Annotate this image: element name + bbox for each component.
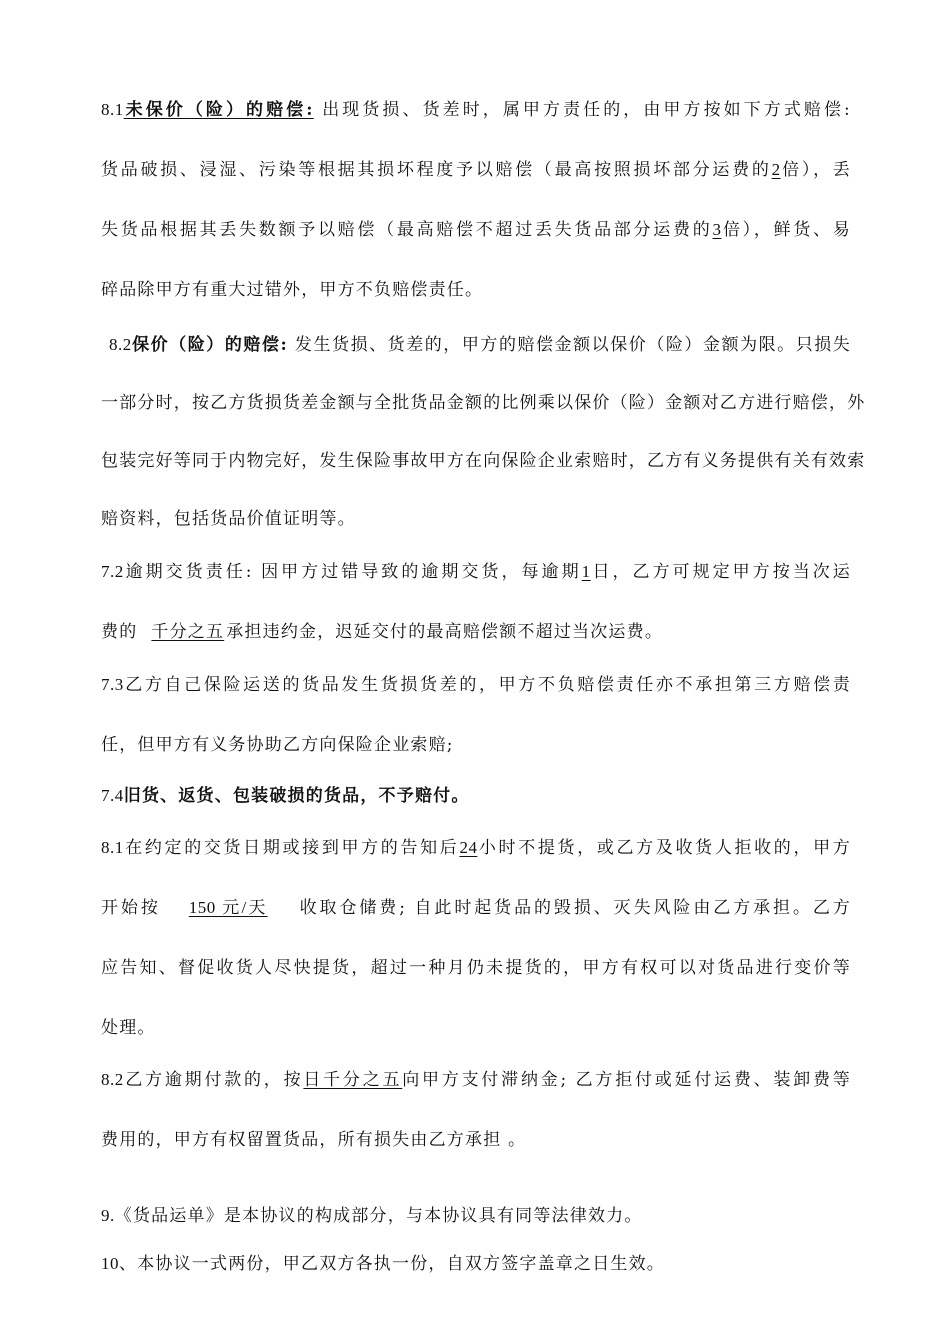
- clause-text: 发生货损、货差的，甲方的赔偿金额以保价（险）金额为限。只损失: [294, 335, 852, 355]
- clause-8-2-late-payment-line-2: 费用的，甲方有权留置货品，所有损失由乙方承担 。: [101, 1130, 527, 1150]
- pickup-hours: 24: [459, 838, 478, 857]
- clause-text: 逾期交货责任: 因甲方过错导致的逾期交货，每逾期: [123, 562, 582, 582]
- storage-fee: 150 元/天: [188, 898, 268, 917]
- clause-8-2-insured-line-3: 包装完好等同于内物完好，发生保险事故甲方在向保险企业索赔时，乙方有义务提供有关有效索: [101, 451, 866, 471]
- clause-text: 开始按: [101, 898, 161, 918]
- clause-number: 7.3: [101, 675, 124, 694]
- clause-text: 、本协议一式两份，甲乙双方各执一份，自双方签字盖章之日生效。: [119, 1254, 665, 1274]
- loss-multiplier: 3: [712, 220, 722, 239]
- clause-7-2-line-1: [101, 560, 851, 584]
- clause-text: 乙方自己保险运送的货品发生货损货差的，甲方不负赔偿责任亦不承担第三方赔偿责: [123, 675, 851, 695]
- clause-text: 旧货、返货、包装破损的货品，不予赔付。: [123, 786, 470, 806]
- clause-text: 向甲方支付滞纳金; 乙方拒付或延付运费、装卸费等: [402, 1070, 851, 1090]
- clause-7-3-line-1: [101, 673, 851, 697]
- clause-number: 8.1: [101, 100, 124, 119]
- clause-8-2-insured-line-1: [109, 333, 851, 357]
- clause-text: 收取仓储费; 自此时起货品的毁损、灭失风险由乙方承担。乙方: [299, 898, 851, 918]
- clause-7-4: [101, 784, 851, 808]
- clause-8-2-late-payment-line-1: [101, 1068, 851, 1092]
- clause-text: 承担违约金，迟延交付的最高赔偿额不超过当次运费。: [226, 622, 664, 642]
- clause-text: 失货品根据其丢失数额予以赔偿（最高赔偿不超过丢失货品部分运费的: [101, 220, 713, 240]
- clause-text: 倍），鲜货、易: [721, 220, 852, 240]
- clause-text: 费的: [101, 622, 138, 642]
- clause-text: 日，乙方可规定甲方按当次运: [590, 562, 851, 582]
- damage-multiplier: 2: [771, 160, 781, 179]
- clause-text: 在约定的交货日期或接到甲方的告知后: [123, 838, 460, 858]
- clause-8-2-insured-line-2: 一部分时，按乙方货损货差金额与全批货品金额的比例乘以保价（险）金额对乙方进行赔偿，外: [101, 393, 866, 413]
- clause-text: 倍），丢: [780, 160, 851, 180]
- clause-8-1-uninsured-line-2: [101, 158, 851, 182]
- overdue-days: 1: [581, 562, 591, 581]
- clause-heading: 保价（险）的赔偿:: [131, 335, 288, 355]
- clause-8-1-uninsured-line-3: [101, 218, 851, 242]
- clause-number: 8.2: [101, 1070, 124, 1089]
- clause-7-2-line-2: [101, 620, 851, 644]
- clause-number: 10: [101, 1254, 119, 1273]
- clause-8-1-storage-line-2: [101, 896, 851, 920]
- clause-text: 小时不提货，或乙方及收货人拒收的，甲方: [477, 838, 851, 858]
- clause-8-1-uninsured-line-4: 碎品除甲方有重大过错外，甲方不负赔偿责任。: [101, 280, 484, 300]
- clause-number: 8.2: [109, 335, 132, 354]
- clause-8-2-insured-line-4: 赔资料，包括货品价值证明等。: [101, 509, 356, 529]
- clause-heading: 未保价（险）的赔偿:: [123, 100, 314, 120]
- clause-7-3-line-2: 任，但甲方有义务协助乙方向保险企业索赔;: [101, 735, 454, 755]
- clause-text: 出现货损、货差时，属甲方责任的，由甲方按如下方式赔偿:: [322, 100, 851, 120]
- clause-text: 货品破损、浸湿、污染等根据其损坏程度予以赔偿（最高按照损坏部分运费的: [101, 160, 772, 180]
- clause-number: 7.4: [101, 786, 124, 805]
- clause-text: 乙方逾期付款的，按: [123, 1070, 304, 1090]
- clause-text: 《货品运单》是本协议的构成部分，与本协议具有同等法律效力。: [114, 1206, 643, 1226]
- clause-8-1-uninsured-line-1: [101, 98, 851, 122]
- clause-8-1-storage-line-1: [101, 836, 851, 860]
- late-fee-rate: 日千分之五: [303, 1070, 403, 1090]
- clause-number: 8.1: [101, 838, 124, 857]
- penalty-rate: 千分之五: [151, 622, 225, 642]
- clause-9: [101, 1204, 851, 1228]
- clause-number: 7.2: [101, 562, 124, 581]
- clause-8-1-storage-line-4: 处理。: [101, 1018, 156, 1038]
- clause-number: 9.: [101, 1206, 115, 1225]
- clause-10: [101, 1252, 851, 1276]
- clause-8-1-storage-line-3: 应告知、督促收货人尽快提货，超过一种月仍未提货的，甲方有权可以对货品进行变价等: [101, 958, 851, 978]
